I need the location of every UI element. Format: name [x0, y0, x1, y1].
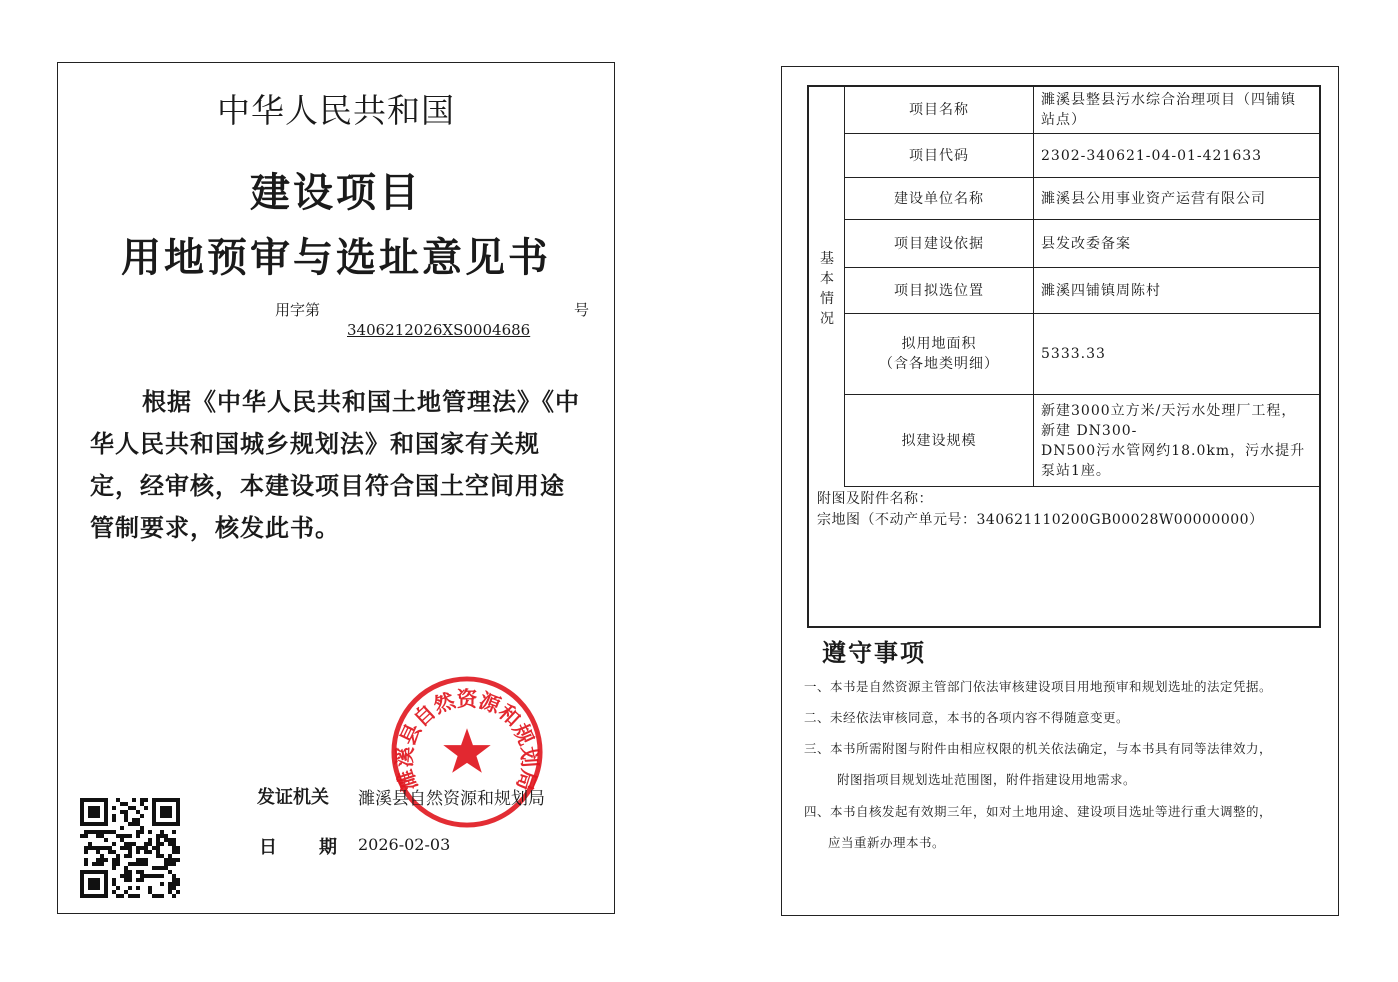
cert-number: 3406212026XS0004686 — [347, 321, 531, 339]
date-label: 期 — [319, 837, 337, 858]
row-value: 5333.33 — [1041, 346, 1106, 362]
attachments-label: 附图及附件名称： — [817, 491, 933, 507]
rule-item: 二、未经依法审核同意，本书的各项内容不得随意变更。 — [804, 710, 1130, 725]
rules-title: 遵守事项 — [822, 638, 926, 667]
row-label: 项目名称 — [845, 87, 1034, 133]
cert-number-prefix: 用字第 — [275, 301, 321, 319]
qr-code-icon — [80, 798, 180, 898]
table-row — [845, 395, 1319, 487]
row-label: 项目代码 — [845, 134, 1034, 177]
row-value: 2302-340621-04-01-421633 — [1041, 147, 1263, 164]
issue-date: 2026-02-03 — [358, 835, 451, 854]
certificate-front-page — [57, 62, 615, 914]
table-row — [845, 87, 1319, 134]
table-row — [845, 178, 1319, 220]
row-value: 新建3000立方米/天污水处理厂工程，新建 DN300- DN500污水管网约18.0km，污水提升泵站1座。 — [1041, 402, 1306, 479]
rule-item: 应当重新办理本书。 — [828, 835, 946, 850]
attachments-section — [817, 489, 1311, 531]
certificate-title-line2: 用地预审与选址意见书 — [121, 234, 551, 281]
row-label: 拟用地面积 （含各地类明细） — [845, 314, 1034, 394]
rule-item: 一、本书是自然资源主管部门依法审核建设项目用地预审和规划选址的法定凭据。 — [804, 679, 1273, 694]
row-label: 项目拟选位置 — [845, 268, 1034, 313]
certificate-body-text: 根据《中华人民共和国土地管理法》《中华人民共和国城乡规划法》和国家有关规定，经审核，本建设项目符合国土空间用途管制要求，核发此书。 — [90, 387, 580, 542]
certificate-title-line1: 建设项目 — [250, 169, 422, 216]
basic-info-table — [807, 85, 1321, 628]
date-label: 日 — [259, 837, 277, 858]
table-row — [845, 134, 1319, 178]
row-value: 县发改委备案 — [1041, 235, 1131, 252]
section-label: 基本情况 — [820, 251, 834, 327]
rule-item: 四、本书自核发起有效期三年，如对土地用途、建设项目选址等进行重大调整的， — [804, 804, 1273, 819]
section-label-cell — [809, 87, 845, 487]
country-name: 中华人民共和国 — [217, 91, 455, 130]
issuer-value: 濉溪县自然资源和规划局 — [358, 789, 545, 809]
table-row — [845, 268, 1319, 314]
row-value: 濉溪四铺镇周陈村 — [1041, 282, 1161, 299]
seal-text: 濉溪县自然资源和规划局 — [392, 686, 542, 794]
attachments-value: 宗地图（不动产单元号：340621110200GB00028W00000000） — [817, 512, 1264, 528]
issuer-label: 发证机关 — [257, 787, 329, 808]
row-value: 濉溪县公用事业资产运营有限公司 — [1041, 190, 1266, 207]
row-value: 濉溪县整县污水综合治理项目（四铺镇站点） — [1041, 92, 1296, 128]
rule-item: 三、本书所需附图与附件由相应权限的机关依法确定，与本书具有同等法律效力， — [804, 741, 1273, 756]
cert-number-suffix: 号 — [574, 301, 590, 319]
table-row — [845, 220, 1319, 268]
row-label: 建设单位名称 — [845, 178, 1034, 219]
certificate-back-page — [781, 66, 1339, 916]
table-row — [845, 314, 1319, 395]
row-label: 拟建设规模 — [845, 395, 1034, 486]
row-label: 项目建设依据 — [845, 220, 1034, 267]
rule-item: 附图指项目规划选址范围图，附件指建设用地需求。 — [837, 772, 1137, 787]
